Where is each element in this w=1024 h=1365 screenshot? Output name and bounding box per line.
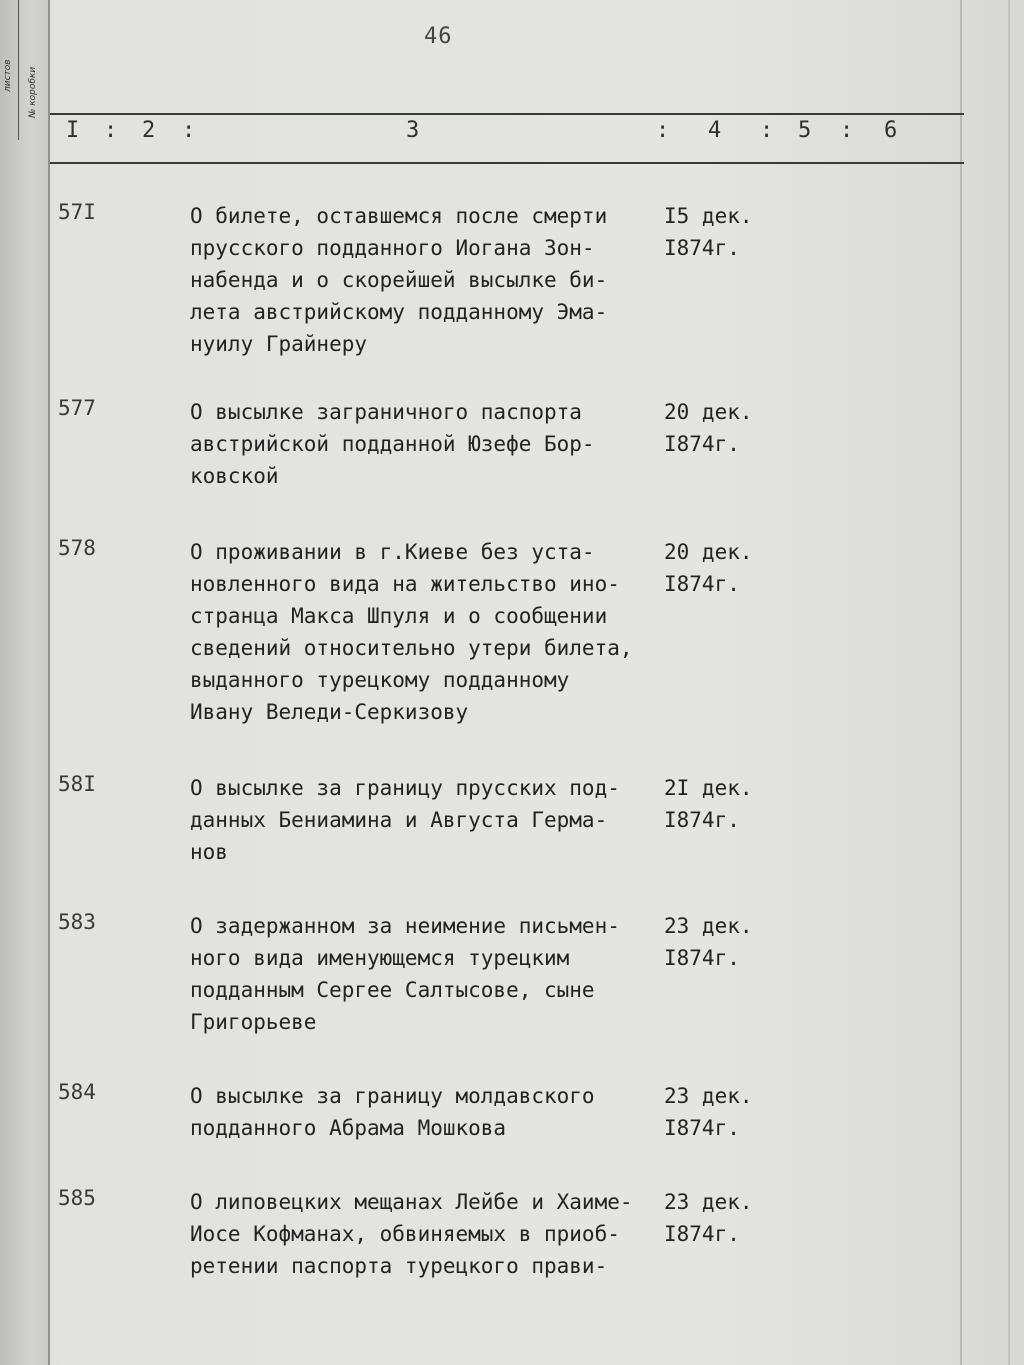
column-separator: : (104, 118, 118, 143)
margin-label-box: № коробки (28, 66, 38, 118)
record-date (664, 200, 784, 264)
description-line: ковской (190, 464, 279, 488)
date-year: I874г. (664, 236, 740, 260)
column-separator: : (840, 118, 854, 143)
record-date (664, 396, 784, 460)
date-year: I874г. (664, 572, 740, 596)
record-number: 58I (58, 772, 96, 796)
description-line: нуилу Грайнеру (190, 332, 368, 356)
column-separator: : (656, 118, 670, 143)
description-line: подданного Абрама Мошкова (190, 1116, 507, 1140)
description-line: Григорьеве (190, 1010, 317, 1034)
description-line: Ивану Веледи-Серкизову (190, 700, 469, 724)
record-date (664, 536, 784, 600)
header-rule-bottom (50, 162, 964, 164)
description-line: сведений относительно утери билета, (190, 636, 633, 660)
binding-margin (0, 0, 50, 1365)
header-rule-top (50, 113, 964, 115)
date-day: 20 дек. (664, 400, 753, 424)
record-description (190, 200, 660, 360)
description-line: подданным Сергее Салтысове, сыне (190, 978, 595, 1002)
description-line: лета австрийскому подданному Эма- (190, 300, 608, 324)
column-header-5: 5 (798, 118, 812, 143)
margin-label-sheets: листов (3, 59, 13, 92)
record-number: 583 (58, 910, 96, 934)
record-number: 577 (58, 396, 96, 420)
description-line: О высылке заграничного паспорта (190, 400, 582, 424)
record-number: 57I (58, 200, 96, 224)
description-line: О задержанном за неимение письмен- (190, 914, 620, 938)
record-number: 585 (58, 1186, 96, 1210)
date-day: I5 дек. (664, 204, 753, 228)
column-header-3: 3 (406, 118, 420, 143)
description-line: прусского подданного Иогана Зон- (190, 236, 595, 260)
description-line: Иосе Кофманах, обвиняемых в приоб- (190, 1222, 620, 1246)
date-day: 2I дек. (664, 776, 753, 800)
record-description (190, 1080, 660, 1144)
record-number: 578 (58, 536, 96, 560)
date-year: I874г. (664, 1222, 740, 1246)
description-line: О липовецких мещанах Лейбе и Хаиме- (190, 1190, 633, 1214)
description-line: набенда и о скорейшей высылке би- (190, 268, 608, 292)
date-day: 23 дек. (664, 1084, 753, 1108)
record-date (664, 1080, 784, 1144)
date-day: 23 дек. (664, 1190, 753, 1214)
page-edge-outer (1008, 0, 1010, 1365)
description-line: странца Макса Шпуля и о сообщении (190, 604, 608, 628)
description-line: ретении паспорта турецкого прави- (190, 1254, 608, 1278)
description-line: О высылке за границу молдавского (190, 1084, 595, 1108)
description-line: О проживании в г.Киеве без уста- (190, 540, 595, 564)
record-number: 584 (58, 1080, 96, 1104)
column-header-4: 4 (708, 118, 722, 143)
date-day: 23 дек. (664, 914, 753, 938)
column-separator: : (182, 118, 196, 143)
date-year: I874г. (664, 432, 740, 456)
page-edge (960, 0, 962, 1365)
record-description (190, 772, 660, 868)
column-header-2: 2 (142, 118, 156, 143)
date-year: I874г. (664, 808, 740, 832)
record-date (664, 910, 784, 974)
date-day: 20 дек. (664, 540, 753, 564)
date-year: I874г. (664, 946, 740, 970)
description-line: выданного турецкому подданному (190, 668, 570, 692)
description-line: О высылке за границу прусских под- (190, 776, 620, 800)
description-line: австрийской подданной Юзефе Бор- (190, 432, 595, 456)
record-description (190, 396, 660, 492)
column-separator: : (760, 118, 774, 143)
record-description (190, 1186, 660, 1282)
record-date (664, 772, 784, 836)
column-header-1: I (66, 118, 80, 143)
record-description (190, 910, 660, 1038)
description-line: О билете, оставшемся после смерти (190, 204, 608, 228)
description-line: данных Бениамина и Августа Герма- (190, 808, 608, 832)
column-header-6: 6 (884, 118, 898, 143)
page-number: 46 (424, 24, 453, 49)
margin-rule (18, 0, 19, 140)
description-line: ного вида именующемся турецким (190, 946, 570, 970)
date-year: I874г. (664, 1116, 740, 1140)
description-line: нов (190, 840, 228, 864)
record-date (664, 1186, 784, 1250)
record-description (190, 536, 660, 728)
description-line: новленного вида на жительство ино- (190, 572, 620, 596)
